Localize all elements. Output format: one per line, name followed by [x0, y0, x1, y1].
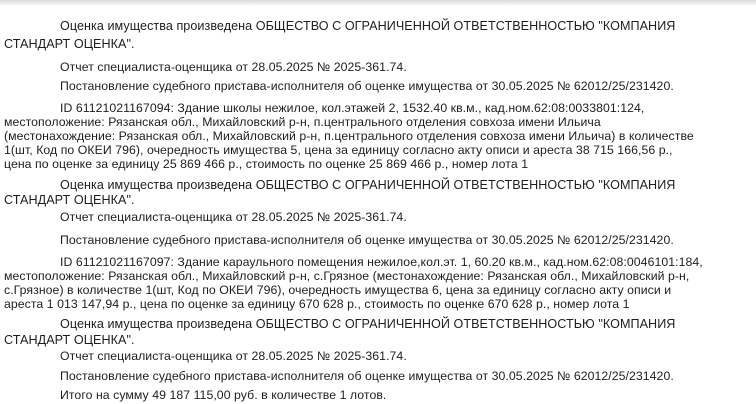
decree-line: Постановление судебного пристава-исполнителя об оценке имущества от 30.05.2025 № 62012/25/231420.: [60, 369, 674, 383]
item-line: (местонахождение: Рязанская обл., Михайловский р-н, п.центрального отделения совхоза имени Ильича) в количестве: [4, 129, 694, 143]
valuation-line: Оценка имущества произведена ОБЩЕСТВО С ОГРАНИЧЕННОЙ ОТВЕТСТВЕННОСТЬЮ "КОМПАНИЯ: [60, 178, 676, 192]
report-line: Отчет специалиста-оценщика от 28.05.2025 № 2025-361.74.: [60, 349, 407, 363]
decree-line: Постановление судебного пристава-исполнителя об оценке имущества от 30.05.2025 № 62012/25/231420.: [60, 79, 674, 93]
item-line: цена по оценке за единицу 25 869 466 р., стоимость по оценке 25 869 466 р., номер лота 1: [4, 157, 529, 171]
valuation-line-continuation: СТАНДАРТ ОЦЕНКА".: [4, 193, 135, 207]
item-line: местоположение: Рязанская обл., Михайловский р-н, с.Грязное (местонахождение: Рязанская обл., Михайловский р-н,: [4, 269, 690, 283]
item-line: местоположение: Рязанская обл., Михайловский р-н, п.центрального отделения совхоза имени Ильича: [4, 115, 601, 129]
valuation-line-continuation: СТАНДАРТ ОЦЕНКА".: [4, 333, 135, 347]
item-line: с.Грязное) в количестве 1(шт, Код по ОКЕИ 796), очередность имущества 6, цена за единицу согласно акту описи и: [4, 283, 672, 297]
valuation-line-continuation: СТАНДАРТ ОЦЕНКА".: [4, 37, 135, 51]
decree-line: Постановление судебного пристава-исполнителя об оценке имущества от 30.05.2025 № 62012/25/231420.: [60, 233, 674, 247]
item-line: ID 61121021167094: Здание школы нежилое, кол.этажей 2, 1532.40 кв.м., кад.ном.62:08:0033801:124,: [60, 101, 645, 115]
item-line: ID 61121021167097: Здание караульного помещения нежилое,кол.эт. 1, 60.20 кв.м., кад.ном.62:08:0046101:184,: [60, 255, 703, 269]
report-line: Отчет специалиста-оценщика от 28.05.2025 № 2025-361.74.: [60, 210, 407, 224]
valuation-line: Оценка имущества произведена ОБЩЕСТВО С ОГРАНИЧЕННОЙ ОТВЕТСТВЕННОСТЬЮ "КОМПАНИЯ: [60, 19, 676, 33]
valuation-line: Оценка имущества произведена ОБЩЕСТВО С ОГРАНИЧЕННОЙ ОТВЕТСТВЕННОСТЬЮ "КОМПАНИЯ: [60, 317, 676, 331]
report-line: Отчет специалиста-оценщика от 28.05.2025 № 2025-361.74.: [60, 60, 407, 74]
item-line: ареста 1 013 147,94 р., цена по оценке за единицу 670 628 р., стоимость по оценке 670 628 р., номер лота 1: [4, 297, 630, 311]
item-line: 1(шт, Код по ОКЕИ 796), очередность имущества 5, цена за единицу согласно акту описи и ареста 38 715 166,56 р.,: [4, 143, 673, 157]
total-line: Итого на сумму 49 187 115,00 руб. в количестве 1 лотов.: [60, 388, 387, 402]
